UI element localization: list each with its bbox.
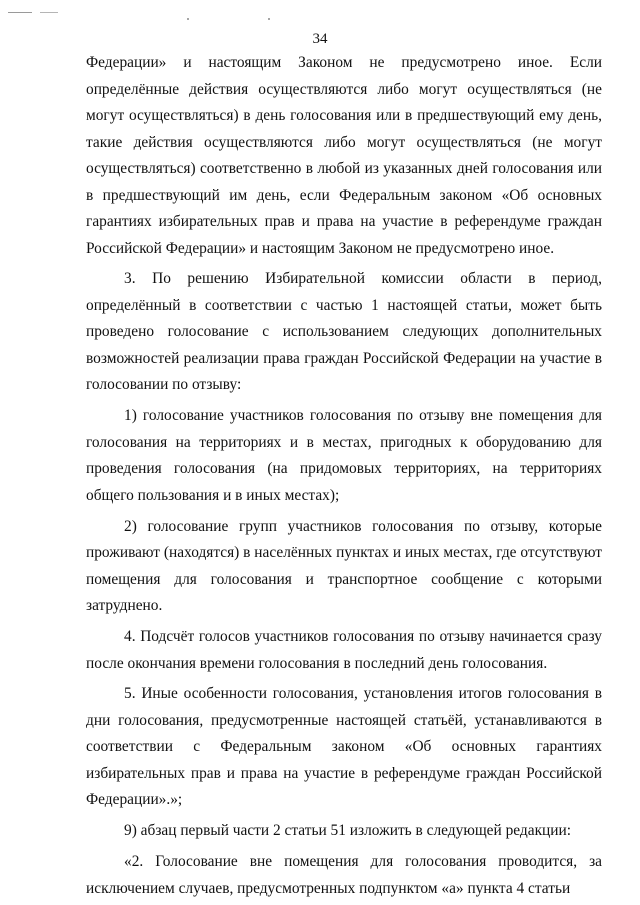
paragraph: 9) абзац первый части 2 статьи 51 изложить в следующей редакции:	[124, 822, 572, 840]
scan-dot	[268, 18, 270, 20]
page-number: 34	[312, 31, 328, 47]
paragraph: «2. Голосование вне помещения для голосования проводится, за исключением случаев, предусмотренных подпунктом «а» пункта 4 статьи	[86, 853, 602, 897]
paragraph: 3. По решению Избирательной комиссии области в период, определённый в соответствии с частью 1 настоящей статьи, может быть проведено голосование с использованием следующих дополнительных возможностей реализации права граждан Российской Федерации на участие в голосовании по отзыву:	[86, 270, 602, 394]
scan-dot	[187, 18, 189, 20]
paragraph: 2) голосование групп участников голосования по отзыву, которые проживают (находятся) в населённых пунктах и иных местах, где отсутствуют помещения для голосования и транспортное сообщение с которыми затруднено.	[86, 517, 602, 615]
scan-artifact	[8, 12, 32, 13]
paragraph: 4. Подсчёт голосов участников голосования по отзыву начинается сразу после окончания времени голосования в последний день голосования.	[86, 628, 602, 672]
paragraph: Федерации» и настоящим Законом не предусмотрено иное. Если определённые действия осуществляются либо могут осуществляться (не могут осуществляться) в день голосования или в предшествующий ему день, такие действия осуществляются либо могут осуществляться (не могут осуществляться) соответственно в любой из указанных дней голосования или в предшествующий им день, если Федеральным законом «Об основных гарантиях избирательных прав и права на участие в референдуме граждан Российской Федерации» и настоящим Законом не предусмотрено иное.	[86, 54, 602, 257]
paragraph: 1) голосование участников голосования по отзыву вне помещения для голосования на территориях и в местах, пригодных к оборудованию для проведения голосования (на придомовых территориях, на территориях общего пользования и в иных местах);	[86, 407, 602, 504]
document-body	[86, 50, 602, 902]
scan-artifact	[40, 12, 58, 13]
paragraph: 5. Иные особенности голосования, установления итогов голосования в дни голосования, предусмотренные настоящей статьёй, устанавливаются в соответствии с Федеральным законом «Об основных гарантиях избирательных прав и права на участие в референдуме граждан Российской Федерации».»;	[86, 685, 602, 809]
